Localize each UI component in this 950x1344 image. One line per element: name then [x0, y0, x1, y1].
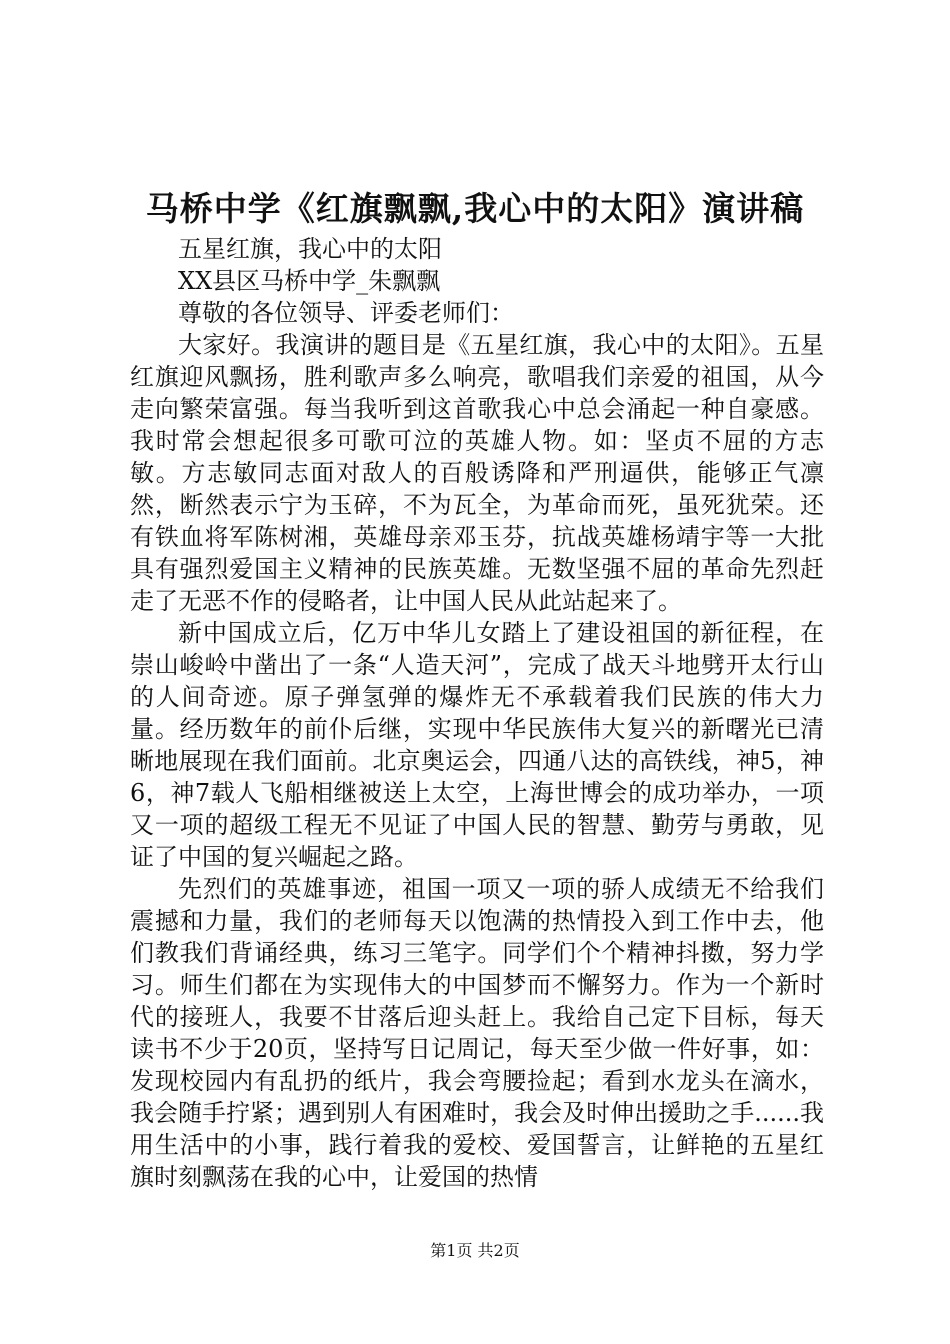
- salutation: 尊敬的各位领导、评委老师们：: [178, 299, 514, 327]
- document-body: [130, 233, 824, 1193]
- paragraph: 大家好。我演讲的题目是《五星红旗，我心中的太阳》。五星红旗迎风飘扬，胜利歌声多么响亮，歌唱我们亲爱的祖国，从今走向繁荣富强。每当我听到这首歌我心中总会涌起一种自豪感。我时常会想起很多可歌可泣的英雄人物。如：坚贞不屈的方志敏。方志敏同志面对敌人的百般诱降和严刑逼供，能够正气凛然，断然表示宁为玉碎，不为瓦全，为革命而死，虽死犹荣。还有铁血将军陈树湘，英雄母亲邓玉芬，抗战英雄杨靖宇等一大批具有强烈爱国主义精神的民族英雄。无数坚强不屈的革命先烈赶走了无恶不作的侵略者，让中国人民从此站起来了。: [130, 331, 824, 615]
- speech-subtitle: 五星红旗，我心中的太阳: [178, 235, 442, 263]
- paragraph: 新中国成立后，亿万中华儿女踏上了建设祖国的新征程，在崇山峻岭中凿出了一条“人造天河”，完成了战天斗地劈开太行山的人间奇迹。原子弹氢弹的爆炸无不承载着我们民族的伟大力量。经历数年的前仆后继，实现中华民族伟大复兴的新曙光已清晰地展现在我们面前。北京奥运会，四通八达的高铁线，神5，神6，神7载人飞船相继被送上太空，上海世博会的成功举办，一项又一项的超级工程无不见证了中国人民的智慧、勤劳与勇敢，见证了中国的复兴崛起之路。: [130, 619, 824, 871]
- author-line: XX县区马桥中学_朱飘飘: [178, 267, 441, 295]
- page-footer: 第1页 共2页: [430, 1241, 520, 1260]
- paragraph: 先烈们的英雄事迹，祖国一项又一项的骄人成绩无不给我们震撼和力量，我们的老师每天以饱满的热情投入到工作中去，他们教我们背诵经典，练习三笔字。同学们个个精神抖擞，努力学习。师生们都在为实现伟大的中国梦而不懈努力。作为一个新时代的接班人，我要不甘落后迎头赶上。我给自己定下目标，每天读书不少于20页，坚持写日记周记，每天至少做一件好事，如：发现校园内有乱扔的纸片，我会弯腰捡起；看到水龙头在滴水，我会随手拧紧；遇到别人有困难时，我会及时伸出援助之手......我用生活中的小事，践行着我的爱校、爱国誓言，让鲜艳的五星红旗时刻飘荡在我的心中，让爱国的热情: [130, 875, 824, 1191]
- document-title: 马桥中学《红旗飘飘,我心中的太阳》演讲稿: [145, 189, 805, 228]
